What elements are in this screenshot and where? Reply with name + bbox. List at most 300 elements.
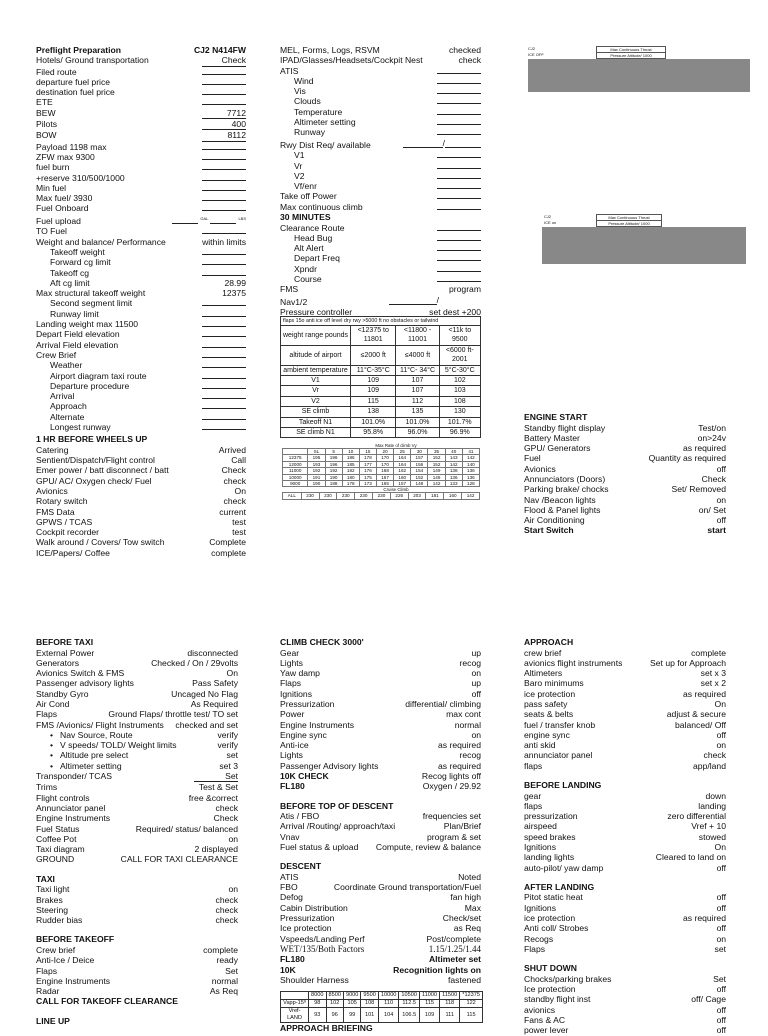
checklist-item-label: FBO	[280, 882, 298, 893]
checklist-row	[524, 852, 726, 862]
table-cell: ≤4000 ft	[396, 345, 439, 365]
table-cell: Vapp-15º	[281, 1000, 309, 1008]
checklist-row	[36, 709, 238, 719]
checklist-item-label: Aft cg limit	[50, 277, 90, 288]
table-cell: 154	[411, 468, 428, 474]
table-cell: 178	[342, 481, 359, 487]
checklist-item-label: Lights	[280, 657, 303, 668]
checklist-item-value: current	[219, 506, 246, 517]
checklist-item-value: off	[716, 984, 726, 995]
table-cell: 104	[378, 1008, 399, 1023]
checklist-row	[280, 750, 481, 760]
checklist-item-label: landing lights	[524, 852, 575, 863]
checklist-item-label: FMS	[280, 284, 299, 295]
checklist-item-value: off	[716, 892, 726, 903]
chart1-label2: ICE OFF	[528, 52, 544, 57]
checklist-item-label: Shoulder Harness	[280, 974, 349, 985]
checklist-item-label: Walk around / Covers/ Tow switch	[36, 537, 165, 548]
checklist-item-value: 8112	[202, 130, 246, 141]
checklist-row	[280, 223, 481, 233]
checklist-row	[280, 709, 481, 719]
checklist-item-label: Depart Field elevation	[36, 329, 120, 340]
checklist-item-label: Air Conditioning	[524, 515, 585, 526]
flaps-table	[280, 325, 481, 438]
checklist-row	[36, 761, 238, 771]
table-cell: 148	[411, 481, 428, 487]
checklist-item-value: recog	[459, 750, 481, 761]
checklist-item-label: avionics flight instruments	[524, 657, 623, 668]
checklist-item-label: Start Switch	[524, 525, 574, 536]
checklist-row	[36, 720, 238, 730]
checklist-item-label: Flight controls	[36, 792, 90, 803]
fill-in-blank	[202, 87, 246, 95]
checklist-row	[280, 127, 481, 137]
checklist-row	[36, 340, 246, 350]
checklist-item-value: Post/complete	[426, 933, 481, 944]
checklist-item-value: Altimeter set	[428, 954, 481, 965]
checklist-item-label: Lights	[280, 750, 303, 761]
fill-in-blank	[202, 193, 246, 201]
takeoff-clearance-call: CALL FOR TAKEOFF CLEARANCE	[36, 996, 178, 1007]
table-cell: 130	[439, 407, 480, 417]
gal-unit: GAL	[200, 215, 209, 221]
checklist-item-value: complete	[211, 547, 246, 558]
checklist-item-value: Required/ status/ balanced	[135, 823, 238, 834]
fill-in-blank	[202, 350, 246, 358]
checklist-row	[36, 152, 246, 162]
checklist-item-value: complete	[691, 647, 726, 658]
fill-in-blank	[202, 142, 246, 150]
table-cell: 35	[428, 449, 445, 455]
table-cell: 112	[396, 396, 439, 406]
checklist-item-value: Pass Safety	[192, 678, 238, 689]
checklist-row	[36, 527, 246, 537]
checklist-item-value: On	[714, 842, 726, 853]
checklist-item-value: off	[471, 688, 481, 699]
nav-slash: /	[436, 294, 439, 305]
fill-in-blank	[437, 253, 481, 261]
chart1-label1: CJ2	[528, 46, 536, 51]
checklist-item-label: Weather	[50, 360, 83, 371]
checklist-row	[524, 1015, 726, 1025]
checklist-item-label: destination fuel price	[36, 87, 115, 98]
thrust-grid-cell	[621, 263, 632, 264]
checklist-row	[36, 986, 238, 996]
fill-in-blank	[202, 183, 246, 191]
table-cell: 162	[394, 468, 411, 474]
checklist-item-value: differential/ climbing	[405, 698, 481, 709]
checklist-row	[280, 86, 481, 96]
checklist-item-value: check	[215, 904, 238, 915]
checklist-row	[36, 193, 246, 203]
checklist-item-value: off	[716, 862, 726, 873]
checklist-item-label: Departure procedure	[50, 380, 130, 391]
checklist-row	[524, 709, 726, 719]
table-cell: 12000	[283, 461, 308, 467]
checklist-item-label: • V speeds/ TOLD/ Weight limits	[36, 740, 177, 750]
table-cell: 157	[394, 481, 411, 487]
checklist-item-value: On	[234, 485, 246, 496]
thrust-grid-cell	[738, 91, 749, 92]
checklist-item-value: Noted	[458, 871, 481, 882]
table-cell: 111	[440, 1008, 460, 1023]
chart2-title: Max Continuous Thrust	[596, 214, 662, 221]
table-cell: 15	[359, 449, 376, 455]
checklist-item-value: 28.99	[224, 277, 246, 288]
fill-in-blank	[202, 226, 246, 234]
checklist-row	[524, 892, 726, 902]
fill-in-blank	[202, 268, 246, 276]
checklist-row	[524, 678, 726, 688]
fill-in-blank	[202, 319, 246, 327]
approach-section	[524, 637, 726, 1036]
checklist-item-label: +reserve 310/500/1000	[36, 172, 125, 183]
checklist-row	[36, 257, 246, 267]
preflight-header	[36, 45, 246, 55]
fill-in-blank	[437, 223, 481, 231]
table-cell: 115	[460, 1008, 483, 1023]
table-cell: ≤2000 ft	[351, 345, 396, 365]
nav-label: Nav1/2	[280, 296, 308, 307]
thrust-grid-row	[529, 91, 750, 92]
table-cell: 142	[462, 493, 480, 499]
checklist-item-label: flaps	[524, 760, 543, 771]
approach-briefing-title: APPROACH BRIEFING	[280, 1023, 373, 1034]
checklist-row	[36, 465, 246, 475]
checklist-row	[280, 202, 481, 212]
table-cell: 160	[394, 474, 411, 480]
checklist-item-label: Engine Instruments	[280, 719, 355, 730]
checklist-row	[36, 401, 246, 411]
checklist-item-label: Standby Gyro	[36, 688, 89, 699]
taxi-title: TAXI	[36, 873, 55, 884]
checklist-item-value: free &correct	[188, 792, 238, 803]
checklist-row	[36, 288, 246, 298]
mel-items3	[280, 223, 481, 295]
checklist-item-value: Quantity as required	[648, 453, 726, 464]
checklist-item-value: off	[716, 515, 726, 526]
checklist-item-value: Uncaged No Flag	[171, 688, 238, 699]
table-cell: 8500	[326, 992, 343, 1000]
table-cell: 25	[394, 449, 411, 455]
table-cell: 135	[396, 407, 439, 417]
thrust-grid-cell	[573, 91, 584, 92]
thrust-grid-cell	[705, 91, 716, 92]
fl180-climb-row	[280, 781, 481, 791]
checklist-item-label: Pitot static heat	[524, 892, 583, 903]
thrust-grid-cell	[639, 91, 650, 92]
checklist-row	[36, 750, 238, 760]
table-cell: 11000	[283, 468, 308, 474]
table-cell: 102	[439, 376, 480, 386]
table-cell: 41	[462, 449, 479, 455]
checklist-item-value: Set/ Removed	[671, 484, 726, 495]
checklist-item-value: Set up for Approach	[650, 657, 726, 668]
checklist-item-value: set 3	[219, 760, 238, 771]
table-cell: 146	[428, 474, 445, 480]
thrust-grid-cell	[606, 91, 617, 92]
checklist-row	[524, 720, 726, 730]
checklist-item-value: On	[226, 668, 238, 679]
checklist-row	[524, 668, 726, 678]
ten-k-check-value: Recog lights off	[421, 771, 481, 782]
checklist-row	[280, 882, 481, 892]
fill-in-blank	[437, 86, 481, 94]
table-cell: 10500	[399, 992, 420, 1000]
checklist-item-label: annunciator panel	[524, 750, 593, 761]
thrust-grid-cell	[554, 263, 565, 264]
checklist-item-label: Pressurization	[280, 913, 335, 924]
thrust-grid-cell	[711, 263, 722, 264]
checklist-item-label: Depart Freq	[294, 253, 340, 264]
checklist-item-label: Alt Alert	[294, 243, 324, 254]
checklist-row	[280, 965, 481, 975]
table-cell: 195	[308, 455, 325, 461]
checklist-item-value: normal	[454, 719, 481, 730]
checklist-row	[36, 309, 246, 319]
checklist-item-label: power lever	[524, 1025, 569, 1036]
checklist-item-label: Altimeters	[524, 668, 563, 679]
checklist-item-value: frequencies set	[422, 811, 481, 822]
checklist-item-label: Landing weight max 11500	[36, 319, 139, 330]
thrust-grid-1	[528, 59, 750, 92]
checklist-item-value: set x 2	[700, 678, 726, 689]
checklist-row	[280, 934, 481, 944]
checklist-item-label: Gear	[280, 647, 300, 658]
checklist-row	[36, 412, 246, 422]
checklist-item-value: check	[215, 915, 238, 926]
table-cell: 160	[444, 493, 462, 499]
vref-table-row	[281, 1008, 483, 1023]
table-cell: 115	[351, 396, 396, 406]
table-cell	[281, 992, 309, 1000]
checklist-item-label: Takeoff weight	[50, 246, 105, 257]
checklist-item-label: Air Cond	[36, 698, 70, 709]
checklist-item-label: ZFW max 9300	[36, 151, 95, 162]
thrust-grid-cell	[543, 263, 554, 264]
thrust-grid-cell	[529, 91, 540, 92]
fill-in-blank	[202, 329, 246, 337]
checklist-row	[36, 329, 246, 339]
fill-in-blank	[202, 381, 246, 389]
rwy-dist-label: Rwy Dist Req/ available	[280, 139, 371, 150]
checklist-item-value: Check	[202, 55, 246, 66]
checklist-row	[36, 966, 238, 976]
checklist-item-value: set	[714, 943, 726, 954]
fill-in-blank	[202, 97, 246, 105]
checklist-item-value: off	[716, 463, 726, 474]
checklist-item-label: Baro minimums	[524, 678, 584, 689]
checklist-item-label: Avionics Switch & FMS	[36, 668, 125, 679]
checklist-row	[36, 226, 246, 236]
thrust-grid-cell	[617, 91, 628, 92]
table-cell: 112.5	[399, 1000, 420, 1008]
checklist-item-label: Rudder bias	[36, 915, 83, 926]
checklist-item-label: departure fuel price	[36, 76, 111, 87]
checklist-row	[36, 915, 238, 925]
checklist-item-value: adjust & secure	[666, 709, 726, 720]
checklist-item-value: program	[449, 284, 481, 295]
checklist-row	[36, 371, 246, 381]
checklist-item-label: Crew brief	[36, 944, 76, 955]
before-taxi-title: BEFORE TAXI	[36, 637, 94, 647]
checklist-item-label: seats & belts	[524, 709, 574, 720]
table-cell: 178	[359, 455, 376, 461]
ten-k-check-row	[280, 771, 481, 781]
checklist-item-value: checked and set	[175, 719, 238, 730]
checklist-item-value: set x 3	[700, 668, 726, 679]
checklist-item-label: Min fuel	[36, 182, 67, 193]
checklist-item-value: Check	[701, 473, 726, 484]
table-cell: <11k to 9500	[439, 326, 480, 346]
rwy-dist-slash: /	[442, 137, 445, 148]
checklist-row	[280, 264, 481, 274]
table-cell: 110	[378, 1000, 399, 1008]
checklist-row	[36, 834, 238, 844]
checklist-row	[524, 474, 726, 484]
checklist-row	[524, 699, 726, 709]
table-cell: 176	[359, 468, 376, 474]
table-cell: 8000	[309, 992, 326, 1000]
checklist-item-label: FL180	[280, 954, 305, 965]
flaps-table-row	[281, 345, 481, 365]
checklist-item-value: Complete	[209, 537, 246, 548]
checklist-row	[36, 486, 246, 496]
checklist-row	[36, 67, 246, 77]
checklist-item-label: External Power	[36, 647, 95, 658]
table-cell: 230	[373, 493, 391, 499]
checklist-row	[36, 793, 238, 803]
checklist-item-label: Vnav	[280, 831, 300, 842]
thrust-grid-cell	[723, 263, 734, 264]
checklist-row	[36, 237, 246, 247]
checklist-row	[36, 162, 246, 172]
thrust-grid-cell	[672, 91, 683, 92]
rwy-dist-row	[280, 138, 481, 151]
checklist-item-value: test	[232, 527, 246, 538]
checklist-item-label: ICE/Papers/ Coffee	[36, 547, 110, 558]
checklist-item-label: Forward cg limit	[50, 257, 111, 268]
fill-in-blank	[202, 340, 246, 348]
table-cell: 170	[377, 461, 394, 467]
checklist-row	[524, 730, 726, 740]
table-cell: 10000	[378, 992, 399, 1000]
pressure-label: Pressure controller	[280, 307, 353, 318]
table-cell: 10	[342, 449, 359, 455]
flaps-table-caption: flaps 15o anti ice off level dry rwy >5000 ft no obstacles or tailwind	[280, 316, 481, 325]
checklist-item-value: on/ Set	[698, 504, 726, 515]
mel-items	[280, 45, 481, 138]
checklist-row	[280, 96, 481, 106]
checklist-item-label: Emer power / batt disconnect / batt	[36, 465, 169, 476]
table-cell: 98	[309, 1000, 326, 1008]
checklist-item-label: Taxi diagram	[36, 844, 85, 855]
checklist-item-value: as Req	[453, 923, 481, 934]
table-cell: 186	[342, 455, 359, 461]
checklist-row	[524, 515, 726, 525]
table-cell: 226	[390, 493, 408, 499]
checklist-item-value: Check	[221, 465, 246, 476]
checklist-row	[36, 173, 246, 183]
checklist-item-label: Clearance Route	[280, 222, 345, 233]
checklist-row	[36, 976, 238, 986]
checklist-item-label: Xpndr	[294, 263, 317, 274]
checklist-item-value: within limits	[202, 236, 246, 247]
checklist-item-value: off/ Cage	[691, 994, 726, 1005]
checklist-item-value: on	[471, 668, 481, 679]
checklist-item-value: on	[716, 933, 726, 944]
table-cell: 193	[308, 461, 325, 467]
checklist-row	[524, 1005, 726, 1015]
checklist-item-value: Test/on	[698, 422, 726, 433]
table-cell: 93	[309, 1008, 326, 1023]
thrust-grid-cell	[644, 263, 655, 264]
climb-table-row	[283, 461, 480, 467]
fill-in-blank	[437, 233, 481, 241]
fill-in-blank	[202, 247, 246, 255]
checklist-item-label: Engine Instruments	[36, 975, 111, 986]
table-cell: 192	[325, 468, 342, 474]
checklist-item-label: Runway limit	[50, 308, 99, 319]
checklist-row	[524, 903, 726, 913]
checklist-row	[280, 892, 481, 902]
table-cell: 156	[411, 461, 428, 467]
climb-table-title: Max Rate of climb Vy	[375, 443, 417, 448]
preflight-section	[36, 45, 246, 558]
checklist-row	[524, 791, 726, 801]
checklist-item-label: BEW	[36, 107, 56, 118]
checklist-item-label: Longest runway	[50, 421, 111, 432]
preflight-title: Preflight Preparation	[36, 45, 121, 55]
table-cell: 149	[428, 468, 445, 474]
checklist-item-value: as required	[438, 760, 481, 771]
table-cell: 109	[351, 386, 396, 396]
approach-items	[524, 648, 726, 772]
checklist-row	[36, 884, 238, 894]
checklist-item-label: standby flight inst	[524, 994, 591, 1005]
checklist-item-value: Plan/Brief	[443, 821, 481, 832]
checklist-item-value: app/land	[693, 760, 726, 771]
checklist-row	[36, 476, 246, 486]
checklist-row	[36, 824, 238, 834]
checklist-row	[36, 108, 246, 119]
checklist-row	[280, 76, 481, 86]
checklist-item-value: off	[716, 729, 726, 740]
checklist-item-value: off	[716, 1014, 726, 1025]
table-cell: 152	[428, 455, 445, 461]
table-cell: 136	[462, 468, 479, 474]
flaps-table-row	[281, 376, 481, 386]
checklist-item-label: Parking brake/ chocks	[524, 484, 609, 495]
checklist-item-label: Battery Master	[524, 432, 580, 443]
fl180-climb-label: FL180	[280, 781, 305, 792]
chart1-subtitle: Pressure Altitude/ 1000	[596, 52, 666, 59]
thrust-grid-cell	[666, 263, 677, 264]
table-cell: 122	[460, 1000, 483, 1008]
chart2-label1: CJ2	[544, 214, 552, 219]
cruise-climb-label: Cruise Climb	[383, 487, 409, 493]
table-cell: 164	[394, 461, 411, 467]
table-cell: 192	[308, 468, 325, 474]
thrust-chart-1	[524, 46, 752, 212]
table-cell: 142	[445, 461, 462, 467]
cruise-table-row	[283, 493, 480, 499]
checklist-row	[524, 944, 726, 954]
checklist-row	[524, 923, 726, 933]
checklist-row	[36, 648, 238, 658]
checklist-item-label: FMS Data	[36, 506, 75, 517]
before-landing-items	[524, 791, 726, 873]
